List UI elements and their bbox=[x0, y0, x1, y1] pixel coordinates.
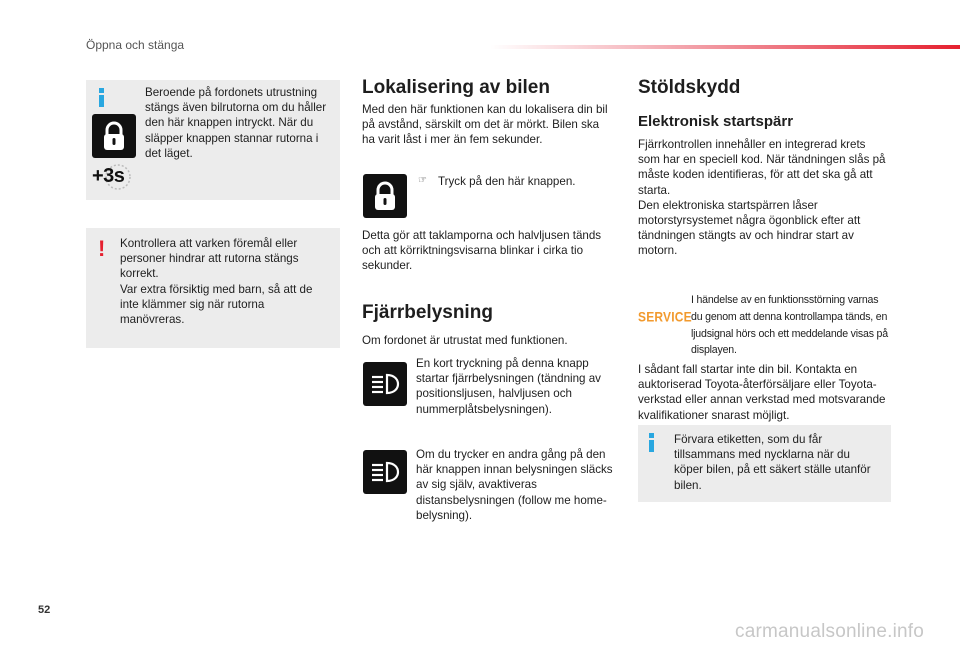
headlight-button-icon bbox=[363, 450, 407, 494]
locate-result: Detta gör att taklamporna och halvljusen tänds och att körriktningsvisarna blinkar i cirka tio sekunder. bbox=[362, 229, 602, 273]
headlight-button-icon bbox=[363, 362, 407, 406]
warning-icon: ! bbox=[98, 236, 106, 261]
info-box-text: Beroende på fordonets utrustning stängs även bilrutorna om du håller den här knappen intryckt. När du släpper knappen stannar rutorna i det läget. bbox=[145, 86, 327, 160]
info-box-window-closing bbox=[86, 80, 340, 200]
tip-box-key-label bbox=[638, 425, 891, 502]
subsection-title-immobilizer: Elektronisk startspärr bbox=[638, 113, 794, 130]
remote-light-short-press: En kort tryckning på denna knapp startar fjärrbelysningen (tändning av positionsljusen, halvljusen och nummerplåtsbelysningen). bbox=[416, 357, 601, 416]
step-arrow-icon: ☞ bbox=[418, 175, 427, 186]
page-number: 52 bbox=[38, 604, 51, 616]
section-title-theft-protection: Stöldskydd bbox=[638, 77, 741, 98]
lock-button-icon bbox=[363, 174, 407, 218]
locate-step: Tryck på den här knappen. bbox=[438, 175, 576, 188]
service-warning-icon: SERVICE bbox=[638, 308, 692, 326]
tip-text: Förvara etiketten, som du får tillsammans med nycklarna när du köper bilen, på ett säkert ställe utanför bilen. bbox=[674, 433, 871, 492]
header-title: Öppna och stänga bbox=[86, 38, 185, 52]
immobilizer-body: Fjärrkontrollen innehåller en integrerad krets som har en speciell kod. När tändningen slås på måste koden identifieras, för att det ska gå att starta. Den elektroniska startspärren låser motorstyrsystemet några ögonblick efter att tändningen stängts av och hindrar start av motorn. bbox=[638, 138, 886, 258]
lock-button-icon bbox=[92, 114, 136, 158]
locate-intro: Med den här funktionen kan du lokalisera din bil på avstånd, särskilt om det är mörkt. Bilen ska ha varit låst i mer än fem sekunder. bbox=[362, 103, 608, 147]
section-title-locate: Lokalisering av bilen bbox=[362, 77, 550, 98]
remote-light-intro: Om fordonet är utrustat med funktionen. bbox=[362, 334, 568, 347]
header-accent-bar bbox=[490, 45, 960, 49]
service-text: I händelse av en funktionsstörning varnas du genom att denna kontrollampa tänds, en ljudsignal hörs och ett meddelande visas på displayen. bbox=[691, 294, 888, 357]
fault-text: I sådant fall startar inte din bil. Kontakta en auktoriserad Toyota-återförsäljare eller Toyota-verkstad eller annan verkstad med motsvarande kvalifikationer snarast möjligt. bbox=[638, 363, 886, 422]
info-icon bbox=[649, 433, 654, 452]
remote-light-second-press: Om du trycker en andra gång på den här knappen innan belysningen släcks av sig själv, avaktiveras distansbelysningen (follow me home-belysning). bbox=[416, 448, 613, 522]
section-title-remote-light: Fjärrbelysning bbox=[362, 302, 493, 323]
info-icon bbox=[99, 88, 104, 107]
timer-label: +3s bbox=[92, 165, 125, 187]
warning-box-window-safety bbox=[86, 228, 340, 348]
watermark: carmanualsonline.info bbox=[735, 621, 925, 642]
warning-box-text: Kontrollera att varken föremål eller personer hindrar att rutorna stängs korrekt. Var extra försiktig med barn, så att de inte klämmer sig när rutorna manövreras. bbox=[120, 237, 313, 327]
